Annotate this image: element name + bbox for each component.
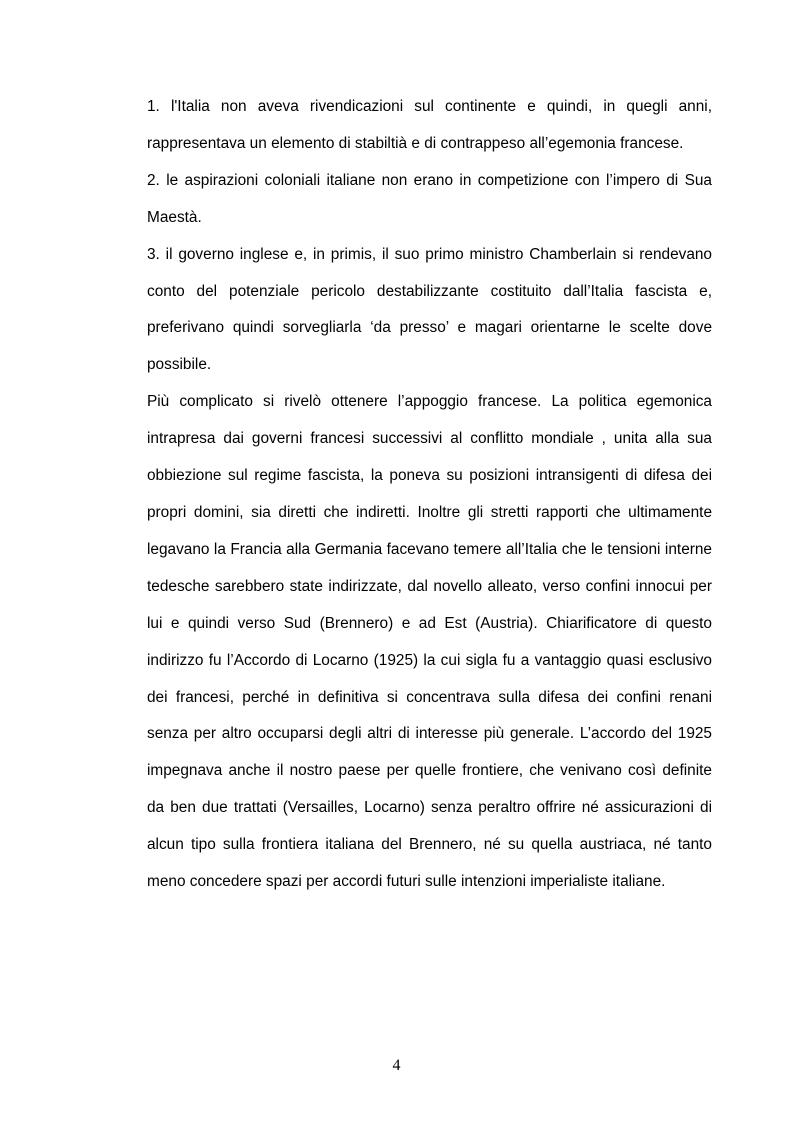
list-item-1: 1. l'Italia non aveva rivendicazioni sul continente e quindi, in quegli anni, rappresentava un elemento di stabiltià e di contrappeso all’egemonia francese. bbox=[147, 98, 712, 152]
body-text bbox=[147, 89, 712, 901]
body-paragraph: Più complicato si rivelò ottenere l’appoggio francese. La politica egemonica intrapresa dai governi francesi successivi al conflitto mondiale , unita alla sua obbiezione sul regime fascista, la poneva su posizioni intransigenti di difesa dei propri domini, sia diretti che indiretti. Inoltre gli stretti rapporti che ultimamente legavano la Francia alla Germania facevano temere all’Italia che le tensioni interne tedesche sarebbero state indirizzate, dal novello alleato, verso confini innocui per lui e quindi verso Sud (Brennero) e ad Est (Austria). Chiarificatore di questo indirizzo fu l’Accordo di Locarno (1925) la cui sigla fu a vantaggio quasi esclusivo dei francesi, perché in definitiva si concentrava sulla difesa dei confini renani senza per altro occuparsi degli altri di interesse più generale. L’accordo del 1925 impegnava anche il nostro paese per quelle frontiere, che venivano così definite da ben due trattati (Versailles, Locarno) senza peraltro offrire né assicurazioni di alcun tipo sulla frontiera italiana del Brennero, né su quella austriaca, né tanto meno concedere spazi per accordi futuri sulle intenzioni imperialiste italiane. bbox=[147, 393, 712, 891]
list-item-3: 3. il governo inglese e, in primis, il suo primo ministro Chamberlain si rendevano conto del potenziale pericolo destabilizzante costituito dall’Italia fascista e, preferivano quindi sorvegliarla ‘da presso’ e magari orientarne le scelte dove possibile. bbox=[147, 245, 712, 374]
list-item-2: 2. le aspirazioni coloniali italiane non erano in competizione con l’impero di Sua Maestà. bbox=[147, 171, 712, 226]
page-number: 4 bbox=[392, 1057, 401, 1074]
